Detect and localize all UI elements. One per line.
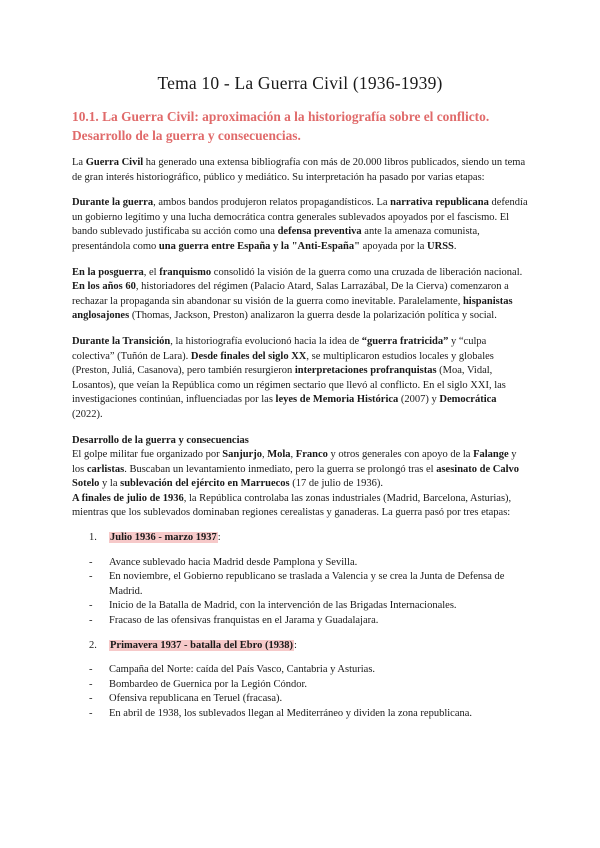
paragraph-posguerra: En la posguerra, el franquismo consolidó la visión de la guerra como una cruzada de liberación nacional. En los años 60, historiadores del régimen (Palacio Atard, Salas Larrazábal, De la Cierva) comenzaron a rechazar la propaganda sin abandonar su visión de la guerra como inevitable. Paralelamente, hispanistas anglosajones (Thomas, Jackson, Preston) analizaron la guerra desde la polarización política y social. (72, 266, 523, 322)
list-item: - En noviembre, el Gobierno republicano se traslada a Valencia y se crea la Junta de Defensa de Madrid. (72, 570, 528, 599)
list-item: - Fracaso de las ofensivas franquistas en el Jarama y Guadalajara. (72, 614, 528, 629)
document-title: Tema 10 - La Guerra Civil (1936-1939) (157, 73, 443, 93)
paragraph-intro: La Guerra Civil ha generado una extensa bibliografía con más de 20.000 libros publicados, siendo un tema de gran interés historiográfico, público y mediático. Su interpretación ha pasado por varias etapas: (72, 157, 526, 183)
stage-1-heading (72, 531, 528, 546)
stage-number: 2. (89, 639, 97, 651)
stage-number: 1. (89, 532, 97, 544)
sub-heading-desarrollo: Desarrollo de la guerra y consecuencias (72, 434, 249, 446)
document-body (72, 156, 528, 732)
list-item: - Ofensiva republicana en Teruel (fracasa). (72, 692, 528, 707)
section-heading: 10.1. La Guerra Civil: aproximación a la historiografía sobre el conflicto. Desarrollo de la guerra y consecuencias. (72, 109, 490, 143)
paragraph-transicion: Durante la Transición, la historiografía evolucionó hacia la idea de “guerra fratricida” y “culpa colectiva” (Tuñón de Lara). Desde finales del siglo XX, se multiplicaron estudios locales y globales (Preston, Juliá, Casanova), pero también resurgieron interpretaciones profranquistas (Moa, Vidal, Losantos), que veían la República como un régimen sectario que llevó al conflicto. En el siglo XXI, las investigaciones continúan, influenciadas por las leyes de Memoria Histórica (2007) y Democrática (2022). (72, 335, 506, 420)
list-item: - Inicio de la Batalla de Madrid, con la intervención de las Brigadas Internacionales. (72, 599, 528, 614)
list-item: - Bombardeo de Guernica por la Legión Cóndor. (72, 678, 528, 693)
desarrollo-text-julio: A finales de julio de 1936, la República controlaba las zonas industriales (Madrid, Barcelona, Asturias), mientras que los sublevados dominaban regiones cerealistas y ganaderas. La guerra pasó por tres etapas: (72, 492, 512, 519)
list-item: - En abril de 1938, los sublevados llegan al Mediterráneo y dividen la zona republicana. (72, 707, 528, 722)
stage-label: Julio 1936 - marzo 1937: (110, 532, 221, 544)
paragraph-durante-guerra: Durante la guerra, ambos bandos produjeron relatos propagandísticos. La narrativa republicana defendía un gobierno legítimo y una lucha democrática contra generales sublevados apoyados por el fascismo. El bando sublevado justificaba su acción como una defensa preventiva ante la amenaza comunista, presentándola como una guerra entre España y la "Anti-España" apoyada por la URSS. (72, 197, 528, 252)
stage-2-heading (72, 639, 528, 654)
paragraph-desarrollo (72, 434, 528, 522)
desarrollo-text-golpe: El golpe militar fue organizado por Sanjurjo, Mola, Franco y otros generales con apoyo de la Falange y los carlistas. Buscaban un levantamiento inmediato, pero la guerra se prolongó tras el asesinato de Calvo Sotelo y la sublevación del ejército en Marruecos (17 de julio de 1936). (72, 449, 520, 490)
stage-label: Primavera 1937 - batalla del Ebro (1938): (110, 639, 297, 651)
list-item: - Avance sublevado hacia Madrid desde Pamplona y Sevilla. (72, 556, 528, 571)
stage-1-list (72, 556, 528, 629)
stage-2-list (72, 663, 528, 721)
list-item: - Campaña del Norte: caída del País Vasco, Cantabria y Asturias. (72, 663, 528, 678)
